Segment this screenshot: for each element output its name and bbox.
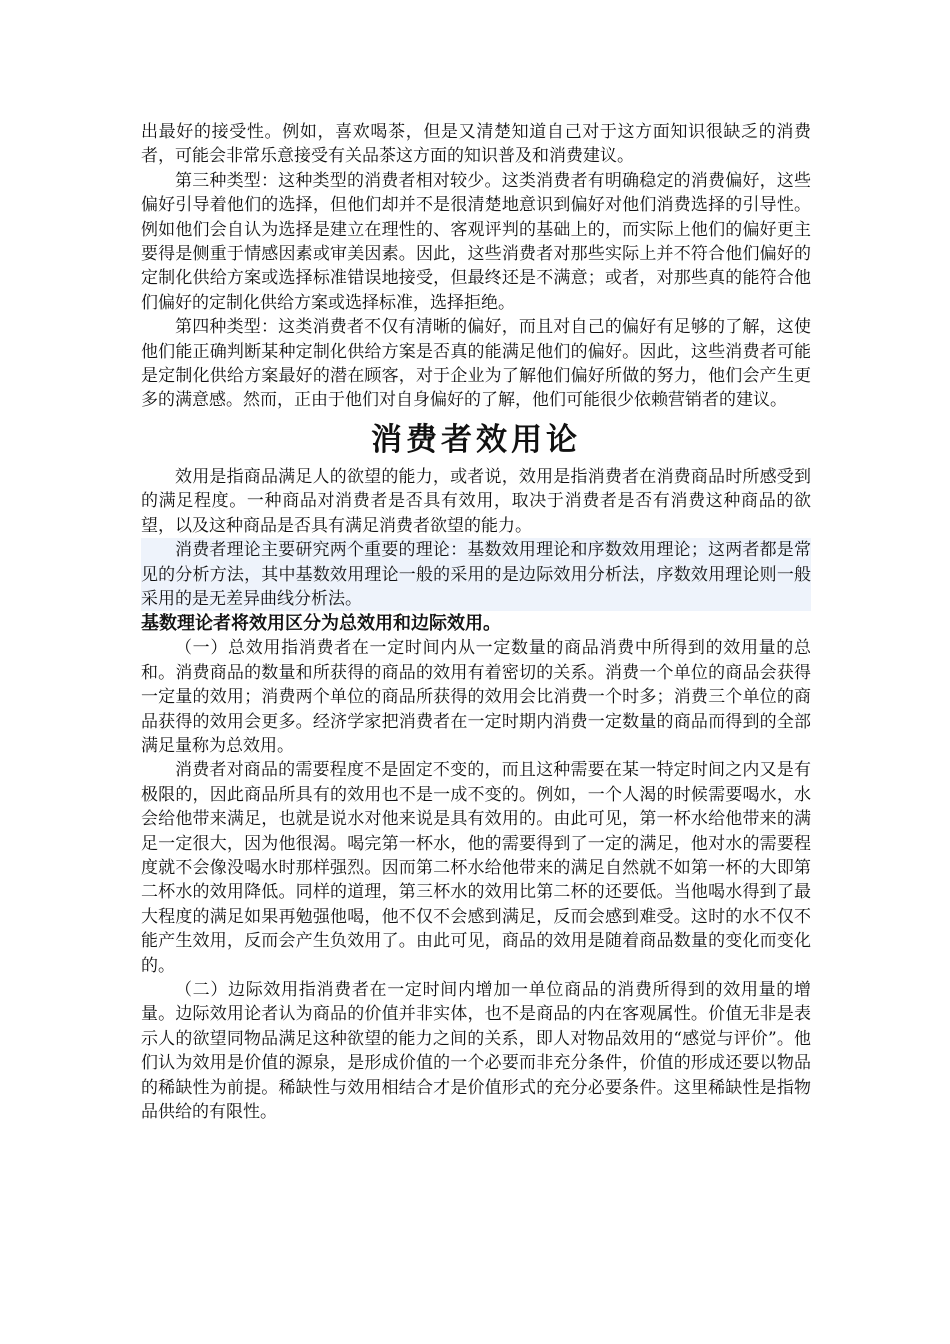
paragraph-marginal-utility: （二）边际效用指消费者在一定时间内增加一单位商品的消费所得到的效用量的增量。边际效用论者认为商品的价值并非实体，也不是商品的内在客观属性。价值无非是表示人的欲望同物品满足这种欲望的能力之间的关系，即人对物品效用的“感觉与评价”。他们认为效用是价值的源泉，是形成价值的一个必要而非充分条件，价值的形成还要以物品的稀缺性为前提。稀缺性与效用相结合才是价值形式的充分必要条件。这里稀缺性是指物品供给的有限性。 (141, 980, 811, 1123)
paragraph-consumer-acceptance: 出最好的接受性。例如，喜欢喝茶，但是又清楚知道自己对于这方面知识很缺乏的消费者，可能会非常乐意接受有关品茶这方面的知识普及和消费建议。 (141, 122, 811, 167)
paragraph-type-four: 第四种类型：这类消费者不仅有清晰的偏好，而且对自己的偏好有足够的了解，这使他们能正确判断某种定制化供给方案是否真的能满足他们的偏好。因此，这些消费者可能是定制化供给方案最好的潜在顾客，对于企业为了解他们偏好所做的努力，他们会产生更多的满意感。然而，正由于他们对自身偏好的了解，他们可能很少依赖营销者的建议。 (141, 317, 811, 411)
paragraph-water-example: 消费者对商品的需要程度不是固定不变的，而且这种需要在某一特定时间之内又是有极限的，因此商品所具有的效用也不是一成不变的。例如，一个人渴的时候需要喝水，水会给他带来满足，也就是说水对他来说是具有效用的。由此可见，第一杯水给他带来的满足一定很大，因为他很渴。喝完第一杯水，他的需要得到了一定的满足，他对水的需要程度就不会像没喝水时那样强烈。因而第二杯水给他带来的满足自然就不如第一杯的大即第二杯水的效用降低。同样的道理，第三杯水的效用比第二杯的还要低。当他喝水得到了最大程度的满足如果再勉强他喝，他不仅不会感到满足，反而会感到难受。这时的水不仅不能产生效用，反而会产生负效用了。由此可见，商品的效用是随着商品数量的变化而变化的。 (141, 760, 811, 976)
paragraph-consumer-theory: 消费者理论主要研究两个重要的理论：基数效用理论和序数效用理论；这两者都是常见的分析方法，其中基数效用理论一般的采用的是边际效用分析法，序数效用理论则一般采用的是无差异曲线分析法。 (141, 538, 811, 611)
section-title: 消费者效用论 (371, 421, 581, 458)
subheading-cardinal-utility: 基数理论者将效用区分为总效用和边际效用。 (141, 613, 501, 635)
paragraph-type-three: 第三种类型：这种类型的消费者相对较少。这类消费者有明确稳定的消费偏好，这些偏好引导着他们的选择，但他们却并不是很清楚地意识到偏好对他们消费选择的引导性。例如他们会自认为选择是建立在理性的、客观评判的基础上的，而实际上他们的偏好更主要得是侧重于情感因素或审美因素。因此，这些消费者对那些实际上并不符合他们偏好的定制化供给方案或选择标准错误地接受，但最终还是不满意；或者，对那些真的能符合他们偏好的定制化供给方案或选择标准，选择拒绝。 (141, 170, 811, 313)
paragraph-utility-definition: 效用是指商品满足人的欲望的能力，或者说，效用是指消费者在消费商品时所感受到的满足程度。一种商品对消费者是否具有效用，取决于消费者是否有消费这种商品的欲望，以及这种商品是否具有满足消费者欲望的能力。 (141, 466, 811, 536)
paragraph-total-utility: （一）总效用指消费者在一定时间内从一定数量的商品消费中所得到的效用量的总和。消费商品的数量和所获得的商品的效用有着密切的关系。消费一个单位的商品会获得一定量的效用；消费两个单位的商品所获得的效用会比消费一个时多；消费三个单位的商品获得的效用会更多。经济学家把消费者在一定时期内消费一定数量的商品而得到的全部满足量称为总效用。 (141, 638, 811, 756)
document-page (141, 120, 811, 1124)
